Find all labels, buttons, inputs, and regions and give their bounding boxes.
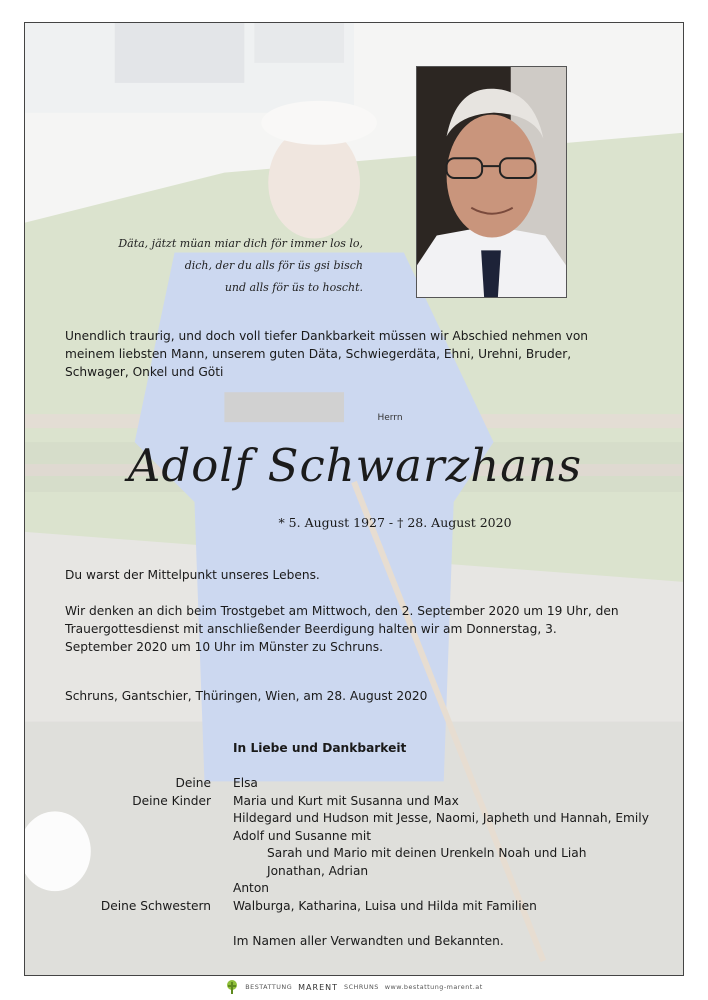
names: Adolf und Susanne mit [233, 828, 372, 843]
mourners-list [65, 775, 675, 950]
relation [65, 863, 233, 881]
obituary-card [24, 22, 684, 976]
relation [65, 845, 233, 863]
names: Maria und Kurt mit Susanna und Max [233, 793, 459, 808]
footer-brand: MARENT [298, 982, 339, 992]
mourner-row [65, 933, 675, 951]
deceased-name: Adolf Schwarzhans [127, 439, 583, 492]
names [233, 915, 675, 933]
mourner-row [65, 793, 675, 811]
mourner-row [65, 810, 675, 828]
names: Sarah und Mario mit deinen Urenkeln Noah und Liah [267, 846, 587, 860]
verse [43, 233, 363, 299]
names: Anton [233, 881, 270, 895]
names: Jonathan, Adrian [267, 863, 369, 878]
mourner-row [65, 863, 675, 881]
footer [0, 977, 708, 997]
relation [65, 880, 233, 898]
relation: Deine [175, 776, 211, 790]
relation [65, 915, 233, 933]
life-dates: * 5. August 1927 - † 28. August 2020 [278, 515, 512, 530]
intro-text: Unendlich traurig, und doch voll tiefer Dankbarkeit müssen wir Abschied nehmen von meinem liebsten Mann, unserem guten Däta, Schwiegerdäta, Ehni, Urehni, Bruder, Schwager, Onkel und Göti [65, 329, 589, 379]
verse-line: Däta, jätzt müan miar dich för immer los lo, [118, 237, 363, 250]
footer-city: SCHRUNS [344, 983, 379, 991]
relation: Deine Schwestern [100, 898, 211, 913]
names: Walburga, Katharina, Luisa und Hilda mit Familien [233, 898, 537, 913]
center-line: Du warst der Mittelpunkt unseres Lebens. [65, 568, 320, 582]
relation [65, 828, 233, 846]
verse-line: und alls för üs to hoscht. [224, 281, 363, 294]
mourner-row [65, 775, 675, 793]
relation [65, 933, 233, 951]
mourner-row [65, 845, 675, 863]
footer-url[interactable]: www.bestattung-marent.at [384, 983, 483, 991]
portrait-photo [416, 66, 567, 298]
relation: Deine Kinder [132, 793, 211, 808]
signoff-title: In Liebe und Dankbarkeit [233, 741, 407, 755]
mourner-row [65, 898, 675, 916]
verse-line: dich, der du alls för üs gsi bisch [184, 259, 363, 272]
mourner-row [65, 828, 675, 846]
names: Elsa [233, 776, 258, 790]
cross-logo-icon [225, 979, 239, 995]
salutation: Herrn [377, 413, 403, 423]
mourner-row [65, 880, 675, 898]
relation [65, 810, 233, 828]
footer-left: BESTATTUNG [245, 983, 293, 991]
names: Im Namen aller Verwandten und Bekannten. [233, 933, 504, 948]
names: Hildegard und Hudson mit Jesse, Naomi, Japheth und Hannah, Emily [233, 811, 649, 825]
service-info: Wir denken an dich beim Trostgebet am Mittwoch, den 2. September 2020 um 19 Uhr, den Trauergottesdienst mit anschließender Beerdigung halten wir am Donnerstag, 3. September 2020 um 10 Uhr im Münster zu Schruns. [65, 604, 619, 654]
place-date: Schruns, Gantschier, Thüringen, Wien, am 28. August 2020 [65, 689, 428, 703]
mourner-row [65, 915, 675, 933]
